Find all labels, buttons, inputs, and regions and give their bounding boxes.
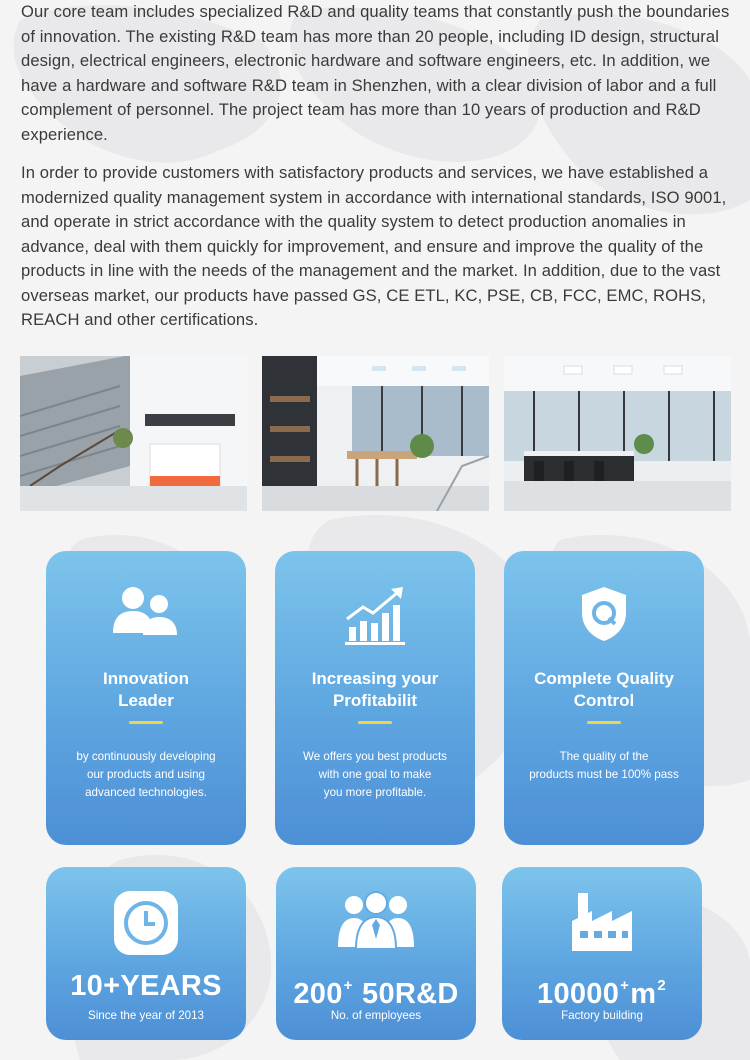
stat-label: No. of employees — [330, 1009, 422, 1022]
stat-value-unit-sup: 2 — [657, 977, 666, 994]
feature-desc-line2: our products and using — [87, 768, 205, 781]
feature-title-line1: Complete Quality — [534, 669, 674, 688]
clock-icon — [46, 891, 246, 957]
feature-title-line1: Innovation — [103, 669, 189, 688]
stat-value-sup: + — [343, 977, 353, 994]
stat-value — [502, 969, 702, 1011]
stat-value-sup: + — [620, 977, 630, 994]
stat-label: Since the year of 2013 — [87, 1009, 205, 1022]
feature-card-profitability — [275, 551, 475, 845]
stat-value-main: 10000 — [537, 978, 620, 1010]
accent-bar — [129, 721, 163, 724]
stat-value — [276, 969, 476, 1011]
stat-value-rd: 50R&D — [353, 978, 459, 1010]
feature-desc-line1: by continuously developing — [76, 750, 216, 763]
feature-desc-line2: products must be 100% pass — [529, 768, 679, 781]
growth-chart-icon — [275, 585, 475, 649]
feature-desc-line3: advanced technologies. — [85, 786, 207, 799]
stat-value-unit: m — [630, 978, 657, 1010]
feature-desc-line1: The quality of the — [559, 750, 649, 763]
feature-desc-line1: We offers you best products — [303, 750, 447, 763]
team-icon — [276, 891, 476, 957]
stat-label: Factory building — [561, 1009, 643, 1022]
accent-bar — [358, 721, 392, 724]
factory-icon — [502, 891, 702, 957]
feature-title-line1: Increasing your — [311, 669, 439, 688]
feature-title-line2: Leader — [118, 691, 174, 710]
quality-shield-icon — [504, 585, 704, 649]
users-icon — [46, 585, 246, 649]
stat-value-main: 200 — [293, 978, 343, 1010]
stat-card-employees — [276, 867, 476, 1040]
office-desks-photo — [504, 356, 731, 511]
feature-card-innovation — [46, 551, 246, 845]
office-workspace-photo — [262, 356, 489, 511]
intro-paragraph-team: Our core team includes specialized R&D and quality teams that constantly push the boundaries of innovation. The existing R&D team has more than 20 people, including ID design, structural design, electrical engineers, electronic hardware and software engineers, etc. In addition, we have a hardware and software R&D team in Shenzhen, with a clear division of labor and a full complement of personnel. The project team has more than 10 years of production and R&D experience. — [21, 2, 730, 144]
intro-paragraph-quality: In order to provide customers with satisfactory products and services, we have established a modernized quality management system in accordance with international standards, ISO 9001, and operate in strict accordance with the quality system to detect production anomalies in advance, deal with them quickly for improvement, and ensure and improve the quality of the products in line with the needs of the management and the market. In addition, due to the vast overseas market, our products have passed GS, CE ETL, KC, PSE, CB, FCC, EMC, ROHS, REACH and other certifications. — [21, 163, 727, 329]
feature-title-line2: Profitabilit — [332, 691, 418, 710]
office-lobby-photo — [20, 356, 247, 511]
accent-bar — [587, 721, 621, 724]
feature-desc-line2: with one goal to make — [318, 768, 432, 781]
feature-desc-line3: you more profitable. — [323, 786, 427, 799]
stat-value: 10+YEARS — [70, 970, 222, 1002]
stat-card-factory — [502, 867, 702, 1040]
feature-card-quality — [504, 551, 704, 845]
feature-title-line2: Control — [573, 691, 635, 710]
stat-card-years — [46, 867, 246, 1040]
